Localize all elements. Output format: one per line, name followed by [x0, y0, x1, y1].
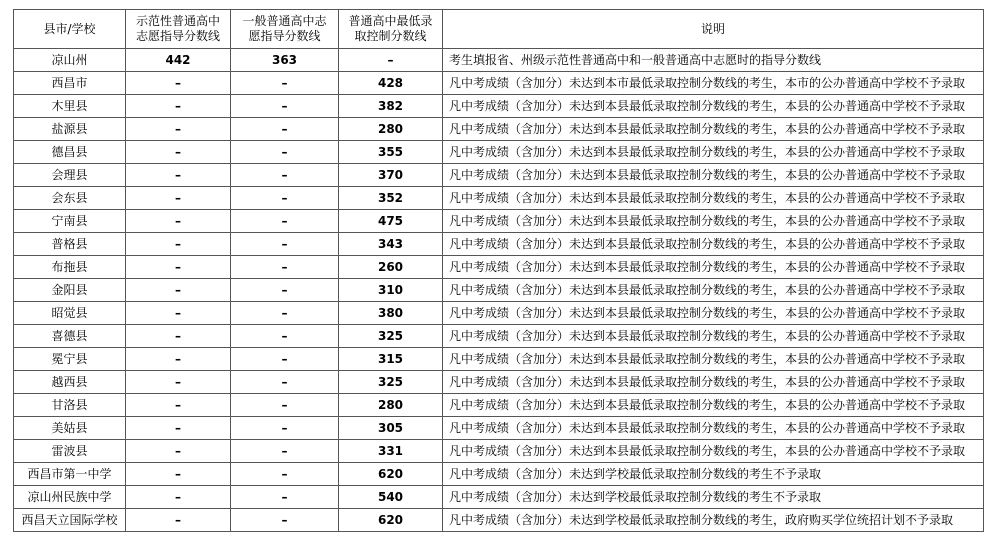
cell-minimum-admission-line: 382: [339, 95, 443, 118]
cell-minimum-admission-line: 380: [339, 302, 443, 325]
cell-county-school: 会理县: [14, 164, 126, 187]
cell-general-high-school-line: –: [231, 394, 339, 417]
cell-demo-high-school-line: –: [126, 325, 231, 348]
cell-minimum-admission-line: 310: [339, 279, 443, 302]
cell-minimum-admission-line: 370: [339, 164, 443, 187]
cell-minimum-admission-line: 352: [339, 187, 443, 210]
table-row: [14, 509, 984, 532]
cell-general-high-school-line: –: [231, 210, 339, 233]
cell-demo-high-school-line: –: [126, 417, 231, 440]
cell-county-school: 金阳县: [14, 279, 126, 302]
header-general-high-school-line: 一般普通高中志 愿指导分数线: [231, 10, 339, 49]
cell-demo-high-school-line: –: [126, 463, 231, 486]
cell-minimum-admission-line: 325: [339, 371, 443, 394]
table-header-row: [14, 10, 984, 49]
cell-minimum-admission-line: 325: [339, 325, 443, 348]
table-row: [14, 164, 984, 187]
cell-demo-high-school-line: –: [126, 95, 231, 118]
table-row: [14, 371, 984, 394]
cell-demo-high-school-line: –: [126, 348, 231, 371]
cell-county-school: 喜德县: [14, 325, 126, 348]
cell-note: 凡中考成绩（含加分）未达到本县最低录取控制分数线的考生，本县的公办普通高中学校不予录取: [443, 394, 984, 417]
cell-minimum-admission-line: –: [339, 49, 443, 72]
cell-note: 凡中考成绩（含加分）未达到学校最低录取控制分数线的考生，政府购买学位统招计划不予录取: [443, 509, 984, 532]
cell-general-high-school-line: –: [231, 187, 339, 210]
table-row: [14, 302, 984, 325]
table-row: [14, 440, 984, 463]
header-minimum-admission-line: 普通高中最低录 取控制分数线: [339, 10, 443, 49]
cell-note: 凡中考成绩（含加分）未达到本县最低录取控制分数线的考生，本县的公办普通高中学校不予录取: [443, 325, 984, 348]
cell-demo-high-school-line: –: [126, 394, 231, 417]
cell-general-high-school-line: –: [231, 509, 339, 532]
table-row: [14, 141, 984, 164]
cell-demo-high-school-line: –: [126, 118, 231, 141]
cell-general-high-school-line: –: [231, 302, 339, 325]
cell-note: 考生填报省、州级示范性普通高中和一般普通高中志愿时的指导分数线: [443, 49, 984, 72]
cell-demo-high-school-line: –: [126, 279, 231, 302]
cell-demo-high-school-line: 442: [126, 49, 231, 72]
cell-general-high-school-line: –: [231, 463, 339, 486]
cell-note: 凡中考成绩（含加分）未达到本县最低录取控制分数线的考生，本县的公办普通高中学校不予录取: [443, 417, 984, 440]
cell-note: 凡中考成绩（含加分）未达到本县最低录取控制分数线的考生，本县的公办普通高中学校不予录取: [443, 440, 984, 463]
cell-county-school: 美姑县: [14, 417, 126, 440]
cell-note: 凡中考成绩（含加分）未达到本县最低录取控制分数线的考生，本县的公办普通高中学校不予录取: [443, 187, 984, 210]
cell-general-high-school-line: –: [231, 95, 339, 118]
cell-minimum-admission-line: 280: [339, 394, 443, 417]
cell-demo-high-school-line: –: [126, 210, 231, 233]
cell-general-high-school-line: –: [231, 348, 339, 371]
cell-county-school: 西昌天立国际学校: [14, 509, 126, 532]
cell-county-school: 普格县: [14, 233, 126, 256]
cell-county-school: 木里县: [14, 95, 126, 118]
table-row: [14, 463, 984, 486]
cell-county-school: 雷波县: [14, 440, 126, 463]
score-table-container: [13, 9, 984, 532]
table-row: [14, 256, 984, 279]
cell-general-high-school-line: –: [231, 256, 339, 279]
cell-demo-high-school-line: –: [126, 371, 231, 394]
cell-note: 凡中考成绩（含加分）未达到本县最低录取控制分数线的考生，本县的公办普通高中学校不予录取: [443, 95, 984, 118]
cell-county-school: 甘洛县: [14, 394, 126, 417]
cell-county-school: 西昌市第一中学: [14, 463, 126, 486]
cell-general-high-school-line: –: [231, 118, 339, 141]
table-body: [14, 49, 984, 532]
table-row: [14, 417, 984, 440]
cell-minimum-admission-line: 343: [339, 233, 443, 256]
cell-demo-high-school-line: –: [126, 233, 231, 256]
cell-note: 凡中考成绩（含加分）未达到本市最低录取控制分数线的考生，本市的公办普通高中学校不予录取: [443, 72, 984, 95]
cell-county-school: 昭觉县: [14, 302, 126, 325]
table-row: [14, 348, 984, 371]
cell-note: 凡中考成绩（含加分）未达到本县最低录取控制分数线的考生，本县的公办普通高中学校不予录取: [443, 279, 984, 302]
cell-county-school: 凉山州民族中学: [14, 486, 126, 509]
cell-minimum-admission-line: 315: [339, 348, 443, 371]
cell-minimum-admission-line: 280: [339, 118, 443, 141]
cell-demo-high-school-line: –: [126, 164, 231, 187]
cell-demo-high-school-line: –: [126, 509, 231, 532]
cell-general-high-school-line: –: [231, 164, 339, 187]
cell-demo-high-school-line: –: [126, 302, 231, 325]
cell-county-school: 宁南县: [14, 210, 126, 233]
header-note: 说明: [443, 10, 984, 49]
cell-demo-high-school-line: –: [126, 187, 231, 210]
cell-minimum-admission-line: 620: [339, 463, 443, 486]
cell-minimum-admission-line: 355: [339, 141, 443, 164]
cell-demo-high-school-line: –: [126, 440, 231, 463]
table-row: [14, 325, 984, 348]
cell-minimum-admission-line: 305: [339, 417, 443, 440]
cell-county-school: 盐源县: [14, 118, 126, 141]
table-row: [14, 118, 984, 141]
cell-demo-high-school-line: –: [126, 72, 231, 95]
cell-minimum-admission-line: 540: [339, 486, 443, 509]
table-row: [14, 233, 984, 256]
cell-note: 凡中考成绩（含加分）未达到本县最低录取控制分数线的考生，本县的公办普通高中学校不予录取: [443, 302, 984, 325]
cell-note: 凡中考成绩（含加分）未达到本县最低录取控制分数线的考生，本县的公办普通高中学校不予录取: [443, 210, 984, 233]
table-row: [14, 394, 984, 417]
cell-note: 凡中考成绩（含加分）未达到学校最低录取控制分数线的考生不予录取: [443, 463, 984, 486]
cell-minimum-admission-line: 475: [339, 210, 443, 233]
cell-county-school: 冕宁县: [14, 348, 126, 371]
cell-county-school: 会东县: [14, 187, 126, 210]
cell-general-high-school-line: –: [231, 233, 339, 256]
cell-general-high-school-line: –: [231, 371, 339, 394]
cell-minimum-admission-line: 620: [339, 509, 443, 532]
cell-general-high-school-line: –: [231, 440, 339, 463]
cell-general-high-school-line: –: [231, 486, 339, 509]
table-row: [14, 95, 984, 118]
cell-county-school: 布拖县: [14, 256, 126, 279]
cell-demo-high-school-line: –: [126, 141, 231, 164]
cell-general-high-school-line: –: [231, 417, 339, 440]
cell-minimum-admission-line: 331: [339, 440, 443, 463]
cell-demo-high-school-line: –: [126, 256, 231, 279]
cell-minimum-admission-line: 260: [339, 256, 443, 279]
cell-county-school: 越西县: [14, 371, 126, 394]
cell-note: 凡中考成绩（含加分）未达到本县最低录取控制分数线的考生，本县的公办普通高中学校不予录取: [443, 164, 984, 187]
cell-note: 凡中考成绩（含加分）未达到本县最低录取控制分数线的考生，本县的公办普通高中学校不予录取: [443, 371, 984, 394]
cell-note: 凡中考成绩（含加分）未达到本县最低录取控制分数线的考生，本县的公办普通高中学校不予录取: [443, 118, 984, 141]
cell-note: 凡中考成绩（含加分）未达到本县最低录取控制分数线的考生，本县的公办普通高中学校不予录取: [443, 141, 984, 164]
cell-note: 凡中考成绩（含加分）未达到本县最低录取控制分数线的考生，本县的公办普通高中学校不予录取: [443, 233, 984, 256]
header-demo-high-school-line: 示范性普通高中 志愿指导分数线: [126, 10, 231, 49]
table-row: [14, 72, 984, 95]
cell-general-high-school-line: –: [231, 72, 339, 95]
cell-general-high-school-line: –: [231, 325, 339, 348]
admission-score-table: [13, 9, 984, 532]
header-county-school: 县市/学校: [14, 10, 126, 49]
cell-general-high-school-line: –: [231, 279, 339, 302]
cell-general-high-school-line: 363: [231, 49, 339, 72]
cell-county-school: 凉山州: [14, 49, 126, 72]
cell-county-school: 德昌县: [14, 141, 126, 164]
cell-minimum-admission-line: 428: [339, 72, 443, 95]
cell-note: 凡中考成绩（含加分）未达到学校最低录取控制分数线的考生不予录取: [443, 486, 984, 509]
table-row: [14, 210, 984, 233]
table-row: [14, 279, 984, 302]
table-row: [14, 49, 984, 72]
cell-demo-high-school-line: –: [126, 486, 231, 509]
cell-note: 凡中考成绩（含加分）未达到本县最低录取控制分数线的考生，本县的公办普通高中学校不予录取: [443, 348, 984, 371]
cell-general-high-school-line: –: [231, 141, 339, 164]
table-row: [14, 486, 984, 509]
cell-note: 凡中考成绩（含加分）未达到本县最低录取控制分数线的考生，本县的公办普通高中学校不予录取: [443, 256, 984, 279]
table-row: [14, 187, 984, 210]
cell-county-school: 西昌市: [14, 72, 126, 95]
